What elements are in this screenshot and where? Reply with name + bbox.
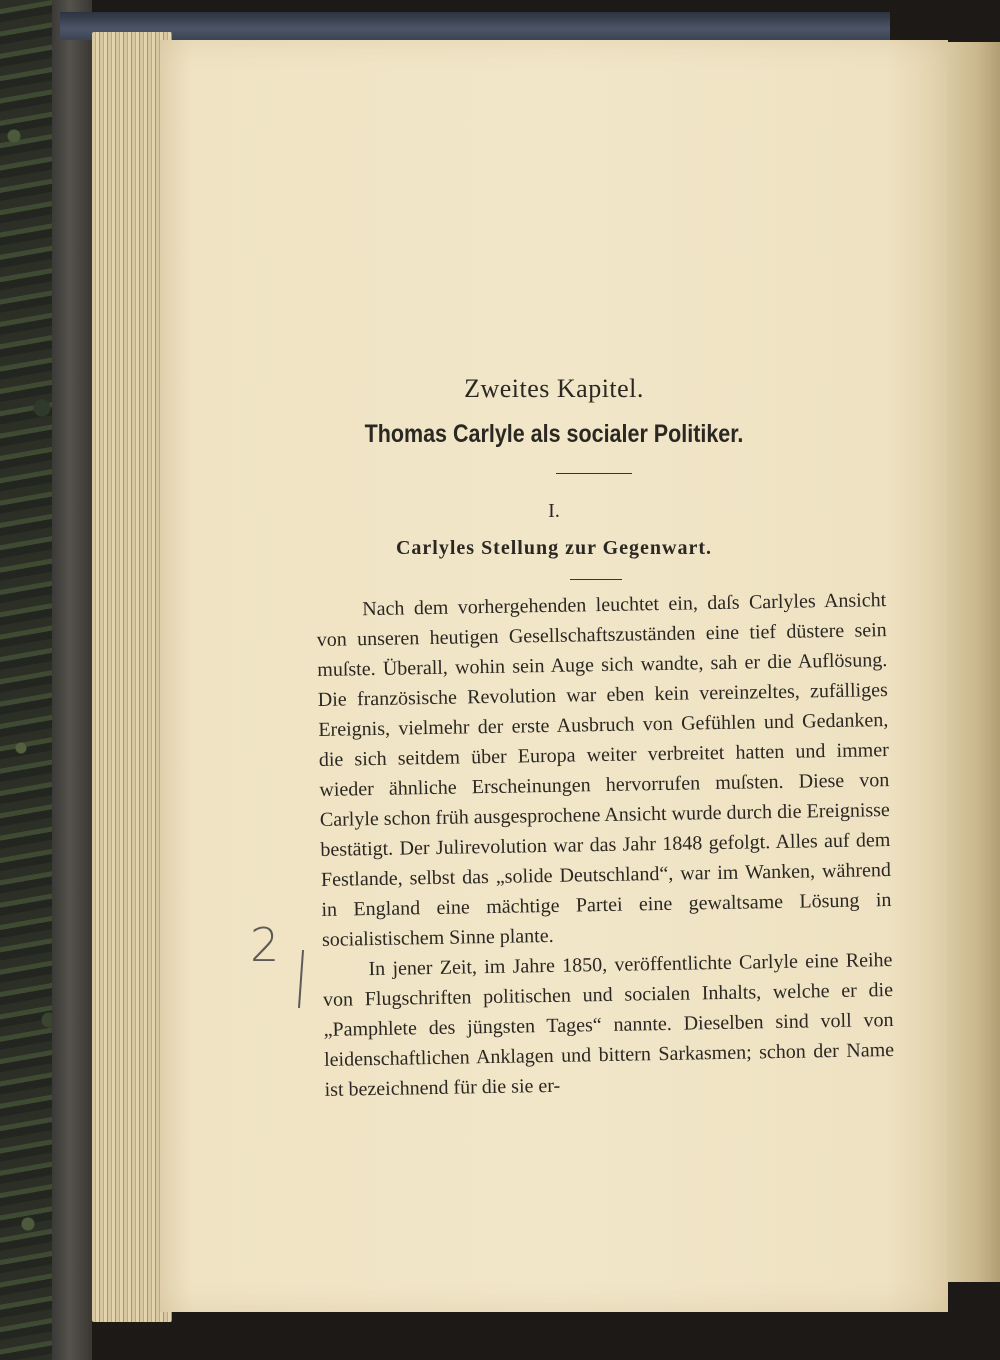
section-number: I. — [548, 500, 560, 522]
paragraph-2: In jener Zeit, im Jahre 1850, veröffentlichte Carlyle eine Reihe von Flugschriften politischen und socialen Inhalts, welche er die „Pamphlete des jüngsten Tages“ nannte. Dieselben sind voll von leidenschaftlichen Anklagen und bittern Sarkasmen; schon der Name ist bezeichnend für die sie er- — [322, 948, 895, 1101]
section-title: Carlyles Stellung zur Gegenwart. — [395, 537, 713, 559]
paragraph-1: Nach dem vorhergehenden leuchtet ein, daſs Carlyles Ansicht von unseren heutigen Gesellschaftszuständen eine tief düstere sein muſste. Überall, wohin sein Auge sich wandte, sah er die Auflösung. Die französische Revolution war eben kein vereinzeltes, zufälliges Ereignis, vielmehr der erste Ausbruch von Gefühlen und Gedanken, die sich seitdem über Europa weiter verbreitet hatten und immer wieder ähnliche Erscheinungen hervorrufen muſsten. Diese von Carlyle schon früh ausgesprochene Ansicht wurde durch die Ereignisse bestätigt. Der Julirevolution war das Jahr 1848 gefolgt. Alles auf dem Festlande, selbst das „solide Deutschland“, war im Wanken, während in England eine mächtige Partei eine gewaltsame Lösung in socialistischem Sinne plante. — [316, 589, 892, 951]
section-divider-rule — [570, 579, 622, 580]
book-spine — [52, 0, 92, 1360]
pencil-margin-note: 2 — [250, 918, 280, 972]
chapter-title: Thomas Carlyle als socialer Politiker. — [364, 420, 744, 448]
cover-top-edge — [60, 12, 890, 40]
title-divider-rule — [556, 473, 632, 474]
body-text — [316, 585, 895, 1105]
adjacent-page-edge — [948, 42, 1000, 1282]
chapter-label: Zweites Kapitel. — [464, 374, 644, 403]
